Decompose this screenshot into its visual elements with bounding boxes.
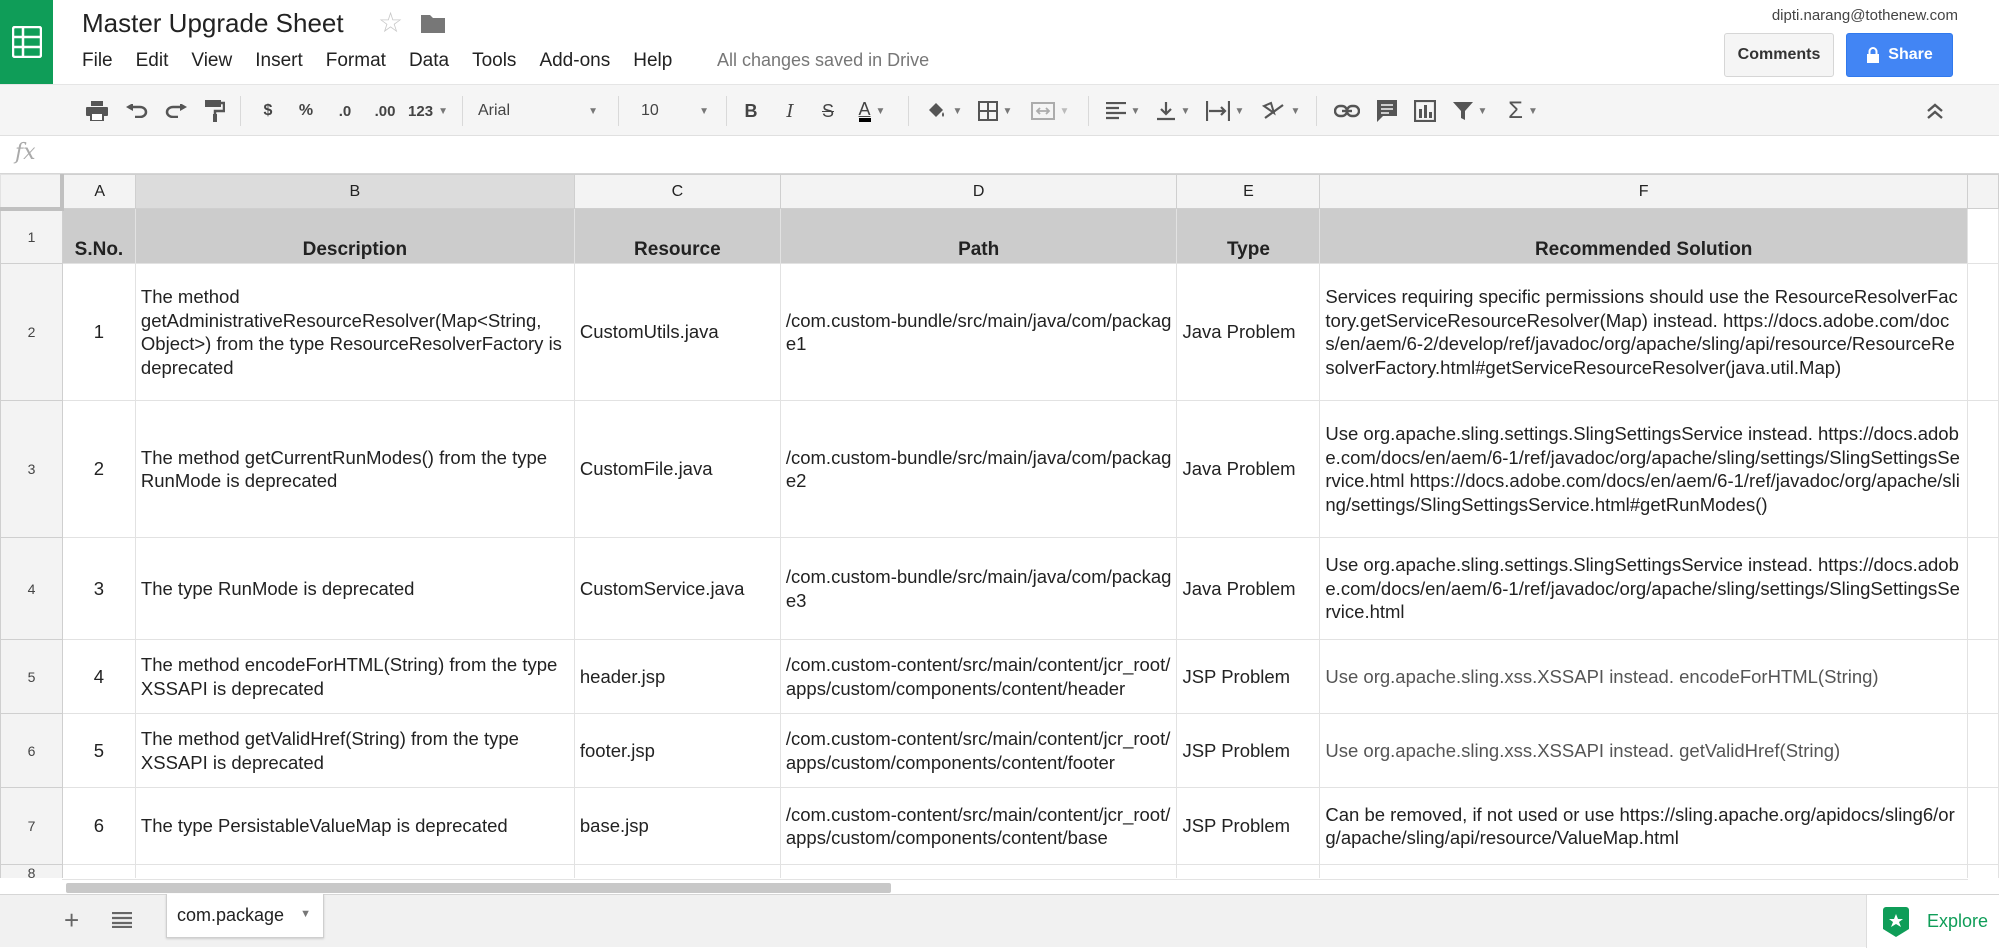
menu-tools[interactable]: Tools (472, 50, 517, 71)
text-wrapping-icon[interactable]: ▼ (1200, 85, 1250, 137)
row-header[interactable]: 6 (1, 714, 63, 788)
description-cell[interactable]: The type RunMode is deprecated (135, 538, 574, 640)
header-cell-type[interactable]: Type (1177, 209, 1320, 264)
sheet-tabs-bar (0, 894, 1999, 947)
decrease-decimal-button[interactable]: .0 (338, 102, 352, 120)
table-row (1, 714, 1999, 788)
empty-cell[interactable] (574, 865, 780, 879)
functions-icon[interactable]: Σ ▼ (1508, 97, 1538, 124)
document-title[interactable]: Master Upgrade Sheet (82, 8, 344, 38)
solution-cell[interactable]: Use org.apache.sling.xss.XSSAPI instead. getValidHref(String) (1320, 714, 1968, 788)
path-cell[interactable]: /com.custom-content/src/main/content/jcr_root/apps/custom/components/content/footer (780, 714, 1177, 788)
solution-cell[interactable]: Use org.apache.sling.settings.SlingSettingsService instead. https://docs.adobe.com/docs/en/aem/6-1/ref/javadoc/org/apache/sling/settings/SlingSettingsService.html https://docs.adobe.com/docs/en/aem/6-1/ref/javadoc/org/apache/sling/settings/SlingSettingsService.html#getRunModes() (1320, 401, 1968, 538)
save-status[interactable]: All changes saved in Drive (717, 50, 930, 70)
sheets-logo-icon[interactable] (0, 0, 53, 84)
menu-help[interactable]: Help (633, 50, 673, 71)
empty-cell[interactable] (1967, 264, 1998, 401)
path-cell[interactable]: /com.custom-content/src/main/content/jcr_root/apps/custom/components/content/header (780, 640, 1177, 714)
header-cell-solution[interactable]: Recommended Solution (1320, 209, 1968, 264)
column-header-b[interactable]: B (135, 175, 574, 209)
formula-input[interactable] (52, 136, 1992, 173)
empty-cell[interactable] (780, 865, 1177, 879)
spreadsheet-grid (0, 174, 1999, 878)
solution-cell[interactable]: Use org.apache.sling.settings.SlingSettingsService instead. https://docs.adobe.com/docs/en/aem/6-1/ref/javadoc/org/apache/sling/settings/SlingSettingsService.html (1320, 538, 1968, 640)
undo-icon[interactable] (122, 85, 152, 137)
font-size-value: 10 (641, 102, 659, 119)
menu-file[interactable]: File (82, 50, 113, 71)
type-cell[interactable]: Java Problem (1177, 264, 1320, 401)
sheet-tab-label: com.package (177, 905, 285, 925)
column-header-d[interactable]: D (780, 175, 1177, 209)
description-cell[interactable]: The method getCurrentRunModes() from the type RunMode is deprecated (135, 401, 574, 538)
text-rotation-icon[interactable]: ▼ (1256, 85, 1306, 137)
column-header-empty[interactable] (1967, 175, 1998, 209)
all-sheets-icon[interactable] (112, 912, 132, 933)
table-row (1, 865, 1999, 879)
font-family-value: Arial (478, 102, 511, 119)
resource-cell[interactable]: header.jsp (574, 640, 780, 714)
type-cell[interactable]: JSP Problem (1177, 640, 1320, 714)
header-cell-description[interactable]: Description (135, 209, 574, 264)
header-cell-resource[interactable]: Resource (574, 209, 780, 264)
formula-bar (0, 136, 1999, 174)
empty-cell[interactable] (1967, 714, 1998, 788)
solution-cell[interactable]: Can be removed, if not used or use https://sling.apache.org/apidocs/sling6/org/apache/sling/api/resource/ValueMap.html (1320, 788, 1968, 865)
empty-cell[interactable] (1177, 865, 1320, 879)
sheet-tab-menu-icon[interactable]: ▼ (300, 908, 311, 920)
explore-label: Explore (1927, 911, 1989, 931)
star-icon[interactable]: ☆ (378, 7, 404, 38)
paint-format-icon[interactable] (200, 85, 230, 137)
table-row (1, 788, 1999, 865)
description-cell[interactable]: The method getValidHref(String) from the type XSSAPI is deprecated (135, 714, 574, 788)
menu-insert[interactable]: Insert (255, 50, 303, 71)
select-all-corner[interactable] (1, 175, 63, 209)
header-cell-sno[interactable]: S.No. (62, 209, 135, 264)
column-header-c[interactable]: C (574, 175, 780, 209)
insert-comment-icon[interactable] (1370, 85, 1404, 137)
explore-icon (1883, 907, 1909, 937)
row-header[interactable]: 4 (1, 538, 63, 640)
type-cell[interactable]: Java Problem (1177, 401, 1320, 538)
sno-cell[interactable]: 3 (62, 538, 135, 640)
explore-button[interactable] (1866, 895, 1999, 948)
user-email[interactable]: dipti.narang@tothenew.com (1771, 7, 1958, 24)
type-cell[interactable]: JSP Problem (1177, 788, 1320, 865)
menu-format[interactable]: Format (325, 50, 386, 71)
path-cell[interactable]: /com.custom-bundle/src/main/java/com/package1 (780, 264, 1177, 401)
row-header[interactable]: 3 (1, 401, 63, 538)
type-cell[interactable]: Java Problem (1177, 538, 1320, 640)
comments-button[interactable]: Comments (1724, 33, 1834, 77)
solution-cell[interactable]: Services requiring specific permissions should use the ResourceResolverFactory.getServiceResourceResolver(Map) instead. https://docs.adobe.com/docs/en/aem/6-2/develop/ref/javadoc/org/apache/sling/api/resource/ResourceResolverFactory.html#getServiceResourceResolver(java.util.Map) (1320, 264, 1968, 401)
type-cell[interactable]: JSP Problem (1177, 714, 1320, 788)
increase-decimal-button[interactable]: .00 (374, 102, 396, 120)
insert-chart-icon[interactable] (1408, 85, 1442, 137)
empty-cell[interactable] (1967, 209, 1998, 264)
empty-cell[interactable] (1967, 640, 1998, 714)
table-row (1, 264, 1999, 401)
redo-icon[interactable] (161, 85, 191, 137)
font-family-dropdown[interactable]: Arial ▼ (478, 102, 598, 119)
solution-cell[interactable]: Use org.apache.sling.xss.XSSAPI instead. encodeForHTML(String) (1320, 640, 1968, 714)
bold-button[interactable]: B (744, 100, 758, 121)
path-cell[interactable]: /com.custom-bundle/src/main/java/com/package2 (780, 401, 1177, 538)
share-button[interactable] (1846, 33, 1953, 77)
folder-icon[interactable] (420, 12, 446, 39)
sno-cell[interactable]: 6 (62, 788, 135, 865)
sno-cell[interactable]: 2 (62, 401, 135, 538)
table-header-row (1, 209, 1999, 264)
table-row (1, 401, 1999, 538)
resource-cell[interactable]: CustomUtils.java (574, 264, 780, 401)
empty-cell[interactable] (62, 865, 135, 879)
resource-cell[interactable]: base.jsp (574, 788, 780, 865)
row-header[interactable]: 7 (1, 788, 63, 865)
percent-format-button[interactable]: % (298, 102, 314, 119)
empty-cell[interactable] (1967, 401, 1998, 538)
empty-cell[interactable] (1967, 865, 1998, 879)
empty-cell[interactable] (1320, 865, 1968, 879)
italic-button[interactable]: I (786, 100, 794, 122)
filter-icon[interactable]: ▼ (1448, 85, 1492, 137)
row-header[interactable]: 1 (1, 209, 63, 264)
row-header[interactable]: 5 (1, 640, 63, 714)
share-label: Share (1888, 46, 1933, 63)
path-cell[interactable]: /com.custom-bundle/src/main/java/com/package3 (780, 538, 1177, 640)
more-formats-dropdown[interactable]: 123 ▼ (408, 102, 448, 120)
scrollbar-thumb[interactable] (66, 883, 891, 893)
resource-cell[interactable]: footer.jsp (574, 714, 780, 788)
lock-icon (1866, 47, 1880, 63)
menu-data[interactable]: Data (408, 50, 450, 71)
strikethrough-button[interactable]: S (821, 100, 834, 121)
row-header[interactable]: 2 (1, 264, 63, 401)
table-row (1, 640, 1999, 714)
path-cell[interactable]: /com.custom-content/src/main/content/jcr_root/apps/custom/components/content/base (780, 788, 1177, 865)
horizontal-scrollbar[interactable] (62, 879, 1968, 894)
menu-view[interactable]: View (191, 50, 233, 71)
currency-format-button[interactable]: $ (263, 102, 273, 119)
column-header-f[interactable]: F (1320, 175, 1968, 209)
insert-link-icon[interactable] (1330, 85, 1364, 137)
fx-icon: fx (15, 140, 36, 165)
font-size-dropdown[interactable]: 10 ▼ (641, 102, 709, 119)
vertical-align-icon[interactable]: ▼ (1150, 85, 1196, 137)
resource-cell[interactable]: CustomService.java (574, 538, 780, 640)
borders-icon[interactable]: ▼ (972, 85, 1018, 137)
print-icon[interactable] (82, 85, 112, 137)
toolbar (0, 84, 1999, 136)
empty-cell[interactable] (1967, 538, 1998, 640)
description-cell[interactable]: The method encodeForHTML(String) from the type XSSAPI is deprecated (135, 640, 574, 714)
text-color-button[interactable]: A ▼ (851, 85, 893, 137)
sno-cell[interactable]: 1 (62, 264, 135, 401)
title-bar (0, 0, 1999, 84)
fill-color-icon[interactable]: ▼ (922, 85, 966, 137)
table-row (1, 538, 1999, 640)
description-cell[interactable]: The type PersistableValueMap is deprecated (135, 788, 574, 865)
sheet-tab-com-package[interactable] (166, 894, 324, 938)
resource-cell[interactable]: CustomFile.java (574, 401, 780, 538)
sno-cell[interactable]: 4 (62, 640, 135, 714)
description-cell[interactable]: The method getAdministrativeResourceResolver(Map<String, Object>) from the type ResourceResolverFactory is deprecated (135, 264, 574, 401)
menu-bar (82, 50, 695, 72)
more-formats-label: 123 (408, 102, 434, 120)
text-color-glyph: A (859, 100, 871, 122)
menu-edit[interactable]: Edit (135, 50, 169, 71)
merge-cells-icon[interactable]: ▼ (1026, 85, 1074, 137)
menu-addons[interactable]: Add-ons (539, 50, 611, 71)
sno-cell[interactable]: 5 (62, 714, 135, 788)
row-header[interactable]: 8 (1, 865, 63, 879)
collapse-toolbar-icon[interactable] (1920, 85, 1950, 137)
column-header-e[interactable]: E (1177, 175, 1320, 209)
horizontal-align-icon[interactable]: ▼ (1100, 85, 1146, 137)
empty-cell[interactable] (1967, 788, 1998, 865)
empty-cell[interactable] (135, 865, 574, 879)
column-header-a[interactable]: A (62, 175, 135, 209)
add-sheet-icon[interactable]: + (64, 905, 80, 935)
header-cell-path[interactable]: Path (780, 209, 1177, 264)
